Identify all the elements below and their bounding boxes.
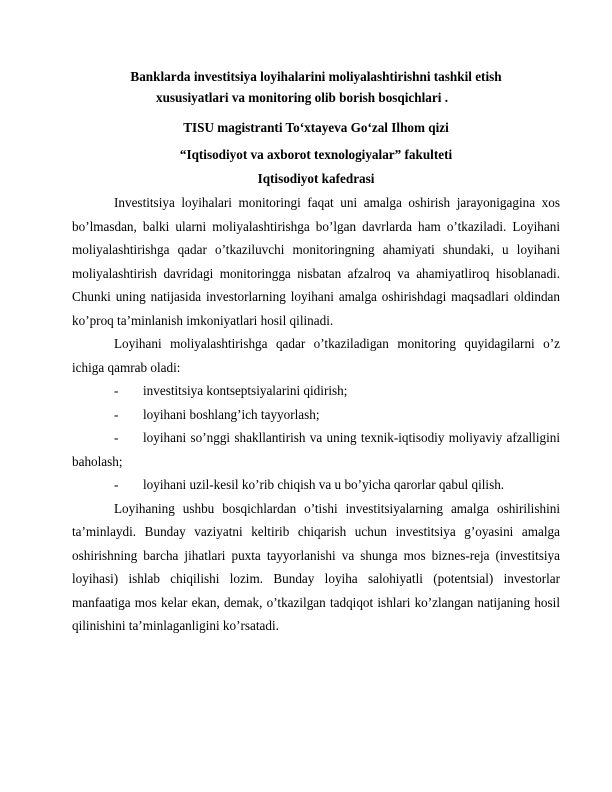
closing-paragraph: Loyihaning ushbu bosqichlardan o’tishi investitsiyalarning amalga oshirilishini ta’minlaydi. Bunday vaziyatni keltirib chiqarish uchun investitsiya g’oyasini amalga oshirishning barcha jihatlari puxta tayyorlanishi va shunga mos biznes-reja (investitsiya loyihasi) ishlab chiqilishi lozim. Bunday loyiha salohiyatli (potentsial) investorlar manfaatiga mos kelar ekan, demak, o’tkazilgan tadqiqot ishlari ko’zlangan natijaning hosil qilinishini ta’minlaganligini ko’rsatadi. <box>72 500 560 633</box>
list-item <box>72 473 560 497</box>
department-line: Iqtisodiyot kafedrasi <box>257 171 375 186</box>
document-page <box>72 66 560 638</box>
title-line-2: xususiyatlari va monitoring olib borish bosqichlari . <box>155 90 448 105</box>
bullet-dash: - <box>114 477 119 492</box>
title-line-1: Banklarda investitsiya loyihalarini moliyalashtirishni tashkil etish <box>130 69 502 84</box>
list-item-text: loyihani boshlang’ich tayyorlash; <box>143 406 320 422</box>
paragraph-1: Investitsiya loyihalari monitoringi faqat uni amalga oshirish jarayonigagina xos bo’lmasdan, balki ularni moliyalashtirishga bo’lgan davrlarda ham o’tkaziladi. Loyihani moliyalashtirishga qadar o’tkaziluvchi monitoringning ahamiyati shundaki, u loyihani moliyalashtirish davridagi monitoringga nisbatan afzalroq va ahamiyatliroq hisoblanadi. Chunki uning natijasida investorlarning loyihani amalga oshirishdagi maqsadlari oldindan ko’proq ta’minlanish imkoniyatlari hosil qilinadi. <box>72 195 560 328</box>
list-item-text: loyihani so’nggi shakllantirish va uning texnik-iqtisodiy moliyaviy afzalligini baholash; <box>72 430 560 469</box>
document-title <box>72 66 560 108</box>
list-item-text: investitsiya kontseptsiyalarini qidirish; <box>143 383 348 398</box>
list-item <box>72 379 560 403</box>
faculty-line: “Iqtisodiyot va axborot texnologiyalar” fakulteti <box>179 147 453 162</box>
document-body <box>72 191 560 638</box>
bullet-dash: - <box>114 406 119 422</box>
list-item <box>72 426 560 473</box>
bullet-dash: - <box>114 383 119 398</box>
paragraph-2: Loyihani moliyalashtirishga qadar o’tkaziladigan monitoring quyidagilarni o’z ichiga qamrab oladi: <box>72 336 560 375</box>
author-line: TISU magistranti To‘xtayeva Go‘zal Ilhom qizi <box>183 120 449 135</box>
bullet-dash: - <box>114 430 119 445</box>
list-item-text: loyihani uzil-kesil ko’rib chiqish va u bo’yicha qarorlar qabul qilish. <box>143 477 505 492</box>
list-item <box>72 403 560 427</box>
